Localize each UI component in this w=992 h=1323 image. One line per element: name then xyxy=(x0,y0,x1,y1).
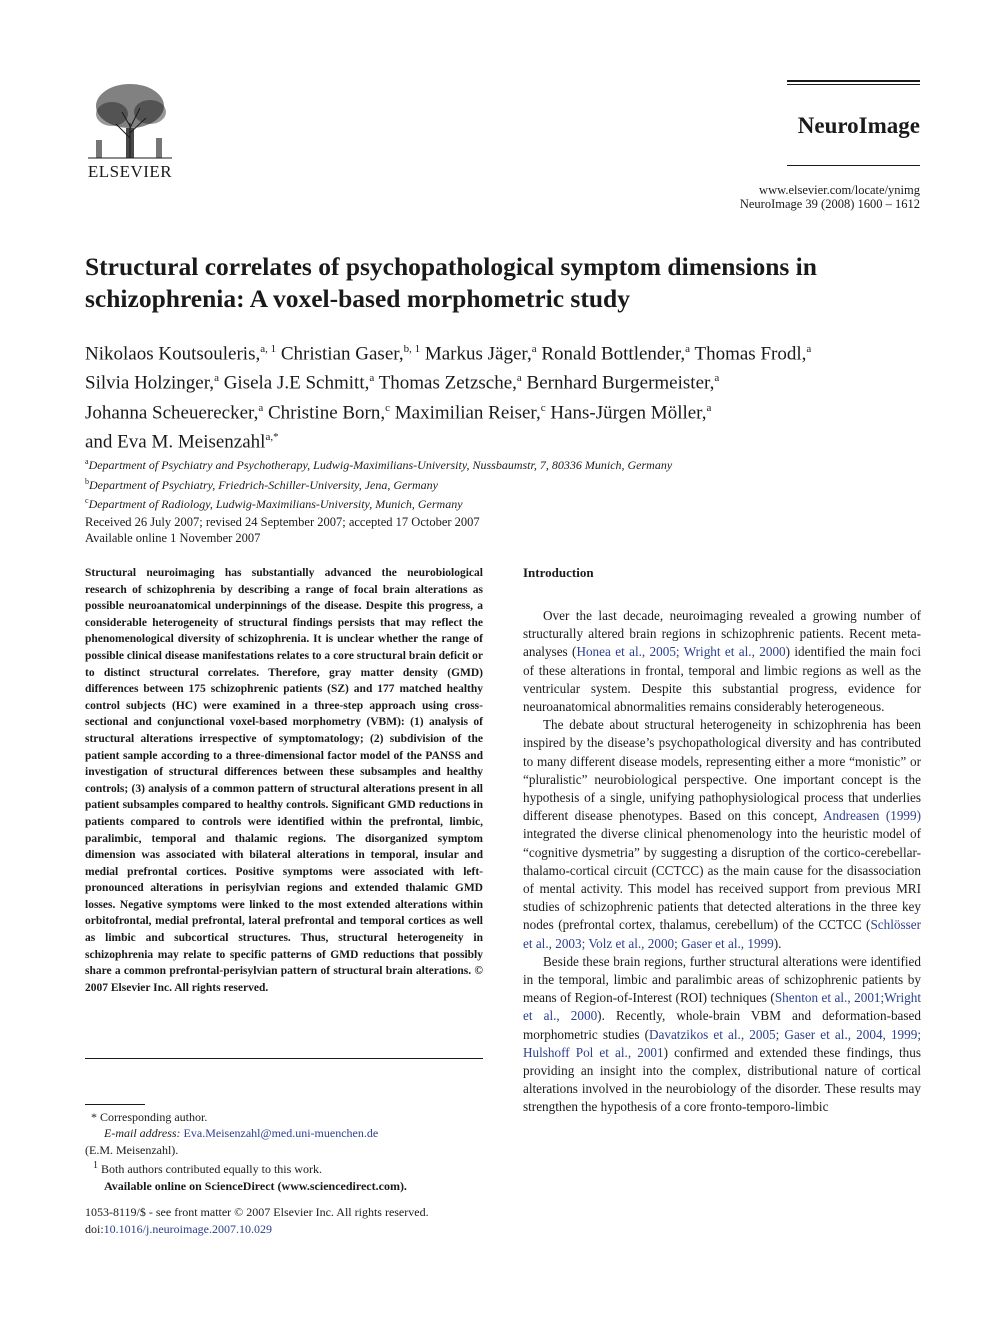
doi-label: doi: xyxy=(85,1221,104,1236)
introduction-body xyxy=(523,607,921,1117)
affiliation xyxy=(85,454,905,474)
issn-line: 1053-8119/$ - see front matter © 2007 Elsevier Inc. All rights reserved. xyxy=(85,1205,429,1219)
author-affiliation-mark: b, 1 xyxy=(403,343,421,355)
author: Johanna Scheuerecker, xyxy=(85,401,259,423)
affiliation-text: Department of Psychiatry and Psychotherapy, Ludwig-Maximilians-University, Nussbaumstr, 7, 80336 Munich, Germany xyxy=(88,458,673,472)
affiliation-mark: c xyxy=(85,496,89,505)
ref-shenton-wright[interactable]: Shenton et al., 2001;Wright et al., 2000 xyxy=(523,990,921,1024)
journal-citation: NeuroImage 39 (2008) 1600 – 1612 xyxy=(739,197,920,211)
publisher-name: ELSEVIER xyxy=(87,162,173,181)
journal-name: NeuroImage xyxy=(797,113,920,138)
corresponding-mark: * xyxy=(91,1110,97,1124)
affiliation-text: Department of Psychiatry, Friedrich-Schiller-University, Jena, Germany xyxy=(89,477,439,492)
author: Nikolaos Koutsouleris, xyxy=(85,343,261,365)
ref-schlosser-volz-gaser[interactable]: Schlösser et al., 2003; Volz et al., 2000; Gaser et al., 1999 xyxy=(523,917,921,951)
author: Bernhard Burgermeister, xyxy=(526,372,715,394)
author-affiliation-mark: a xyxy=(706,401,712,414)
doi-link[interactable]: 10.1016/j.neuroimage.2007.10.029 xyxy=(103,1221,272,1236)
author-affiliation-mark: a,* xyxy=(265,430,279,443)
author-affiliation-mark: a xyxy=(685,343,691,355)
author: Christian Gaser, xyxy=(280,343,404,365)
author-list xyxy=(85,337,935,454)
author: Thomas Frodl, xyxy=(694,343,807,365)
elsevier-logo xyxy=(82,78,178,182)
journal-rule xyxy=(787,165,920,166)
intro-paragraph-3: Beside these brain regions, further structural alterations were identified in the temporal, limbic and paralimbic areas of schizophrenic patients by means of Region-of-Interest (ROI) techniques (Shenton et al., 2001;Wright et al., 2000). Recently, whole-brain VBM and deformation-based morphometric studies (Davatzikos et al., 2005; Gaser et al., 2004, 1999; Hulshoff Pol et al., 2001) confirmed and extended these findings, thus providing an insight into the complex, distributional nature of cortical alterations involved in the neurobiology of the disorder. These results may strengthen the hypothesis of a core fronto-temporo-limbic xyxy=(523,953,921,1115)
intro-paragraph-1: Over the last decade, neuroimaging revealed a growing number of structurally altered brain regions in schizophrenic patients. Recent meta-analyses (Honea et al., 2005; Wright et al., 2000) identified the main foci of these alterations in frontal, temporal and limbic regions as well as the ventricular system. Despite this substantial progress, evidence for neuroanatomical abnormalities remains considerably heterogeneous. xyxy=(523,608,921,715)
abstract-text: Structural neuroimaging has substantially advanced the neurobiological research of schizophrenia by describing a range of focal brain alterations as possible neuroanatomical underpinnings of the disease. Despite this progress, a considerable heterogeneity of structural findings persists that may reflect the phenomenological diversity of schizophrenia. It is unclear whether the range of possible clinical disease manifestations relates to a core structural brain deficit or to distinct structural correlates. Therefore, gray matter density (GMD) differences between 175 schizophrenic patients (SZ) and 177 matched healthy control subjects (HC) were examined in a three-step approach using cross-sectional and conjunctional voxel-based morphometry (VBM): (1) analysis of structural alterations irrespective of symptomatology; (2) subdivision of the patient sample according to a three-dimensional factor model of the PANSS and investigation of structural differences between these subsamples and healthy controls; (3) analysis of a common pattern of structural alterations present in all patient subsamples compared to healthy controls. Significant GMD reductions in patients compared to controls were identified within the prefrontal, limbic, paralimbic, temporal and thalamic regions. The disorganized symptom dimension was associated with bilateral alterations in temporal, insular and medial prefrontal cortices. Positive symptoms were associated with left-pronounced alterations in perisylvian regions and extended thalamic GMD losses. Negative symptoms were linked to the most extended alterations within orbitofrontal, medial prefrontal, lateral prefrontal and temporal cortices as well as limbic and subcortical structures. Thus, structural heterogeneity in schizophrenia may relate to specific patterns of GMD reductions that possibly share a common prefrontal-perisylvian pattern of structural brain alterations. xyxy=(85,567,483,978)
equal-contribution-text: Both authors contributed equally to this work. xyxy=(101,1162,322,1177)
header-rule xyxy=(787,80,920,82)
front-matter-footer xyxy=(85,1204,505,1237)
affiliation-mark: b xyxy=(85,476,89,486)
introduction-heading: Introduction xyxy=(523,565,594,580)
elsevier-tree-icon xyxy=(82,78,178,162)
email-owner: (E.M. Meisenzahl). xyxy=(85,1142,179,1157)
affiliations xyxy=(85,454,905,513)
author: Markus Jäger, xyxy=(424,343,532,365)
author-affiliation-mark: a, 1 xyxy=(260,343,277,355)
author: Ronald Bottlender, xyxy=(541,343,686,365)
sciencedirect-note: Available online on ScienceDirect (www.sciencedirect.com). xyxy=(104,1178,407,1193)
author: Christine Born, xyxy=(267,401,386,423)
author: and Eva M. Meisenzahl xyxy=(85,431,266,453)
author-affiliation-mark: a xyxy=(214,372,219,385)
abstract-copyright: © 2007 Elsevier Inc. All rights reserved. xyxy=(85,965,484,994)
author-affiliation-mark: a xyxy=(258,401,264,414)
author: Gisela J.E Schmitt, xyxy=(223,372,370,394)
author-affiliation-mark: a xyxy=(369,372,375,385)
author-affiliation-mark: a xyxy=(806,343,812,355)
journal-url[interactable]: www.elsevier.com/locate/ynimg xyxy=(759,183,920,197)
abstract xyxy=(85,565,483,996)
available-online-date: Available online 1 November 2007 xyxy=(85,531,261,545)
author: Hans-Jürgen Möller, xyxy=(550,401,707,423)
article-dates xyxy=(85,514,685,546)
author-affiliation-mark: a xyxy=(516,372,522,385)
ref-davatzikos-gaser-hulshoff[interactable]: Davatzikos et al., 2005; Gaser et al., 2004, 1999; Hulshoff Pol et al., 2001 xyxy=(523,1026,921,1060)
author-affiliation-mark: c xyxy=(385,401,391,414)
received-dates: Received 26 July 2007; revised 24 September 2007; accepted 17 October 2007 xyxy=(85,515,480,529)
corresponding-label: Corresponding author. xyxy=(100,1110,208,1124)
author-affiliation-mark: c xyxy=(540,401,546,414)
ref-andreasen[interactable]: Andreasen (1999) xyxy=(822,808,921,824)
affiliation-mark: a xyxy=(85,457,89,466)
email-link[interactable]: Eva.Meisenzahl@med.uni-muenchen.de xyxy=(183,1126,379,1141)
intro-paragraph-2: The debate about structural heterogeneity in schizophrenia has been inspired by the disease’s psychopathological diversity and has contributed to many different disease models, representing either a more “monistic” or “pluralistic” neurobiological perspective. One important concept is the hypothesis of a single, unifying pathophysiological process that underlies different disease phenotypes. Based on this concept, Andreasen (1999) integrated the diverse clinical phenomenology into the heuristic model of “cognitive dysmetria” by suggesting a disruption of the cortico-cerebellar-thalamo-cortical circuit (CCTCC) as the main cause for the disassociation of mental activity. This model has received support from previous MRI studies of schizophrenic patients that detected alterations in the three key nodes (prefrontal cortex, thalamus, cerebellum) of the CCTCC (Schlösser et al., 2003; Volz et al., 2000; Gaser et al., 1999). xyxy=(523,717,921,951)
affiliation xyxy=(85,474,905,494)
ref-honea-wright[interactable]: Honea et al., 2005; Wright et al., 2000 xyxy=(576,644,786,660)
article-title: Structural correlates of psychopathological symptom dimensions in schizophrenia: A voxel-based morphometric study xyxy=(85,252,817,313)
equal-contribution-mark: 1 xyxy=(93,1160,98,1172)
footnote-rule xyxy=(85,1104,145,1105)
header-rule-thin xyxy=(787,84,920,85)
author-affiliation-mark: a xyxy=(531,343,537,355)
author: Thomas Zetzsche, xyxy=(378,372,517,394)
affiliation-text: Department of Radiology, Ludwig-Maximilians-University, Munich, Germany xyxy=(88,497,463,511)
author: Maximilian Reiser, xyxy=(394,401,541,423)
author: Silvia Holzinger, xyxy=(85,372,215,394)
footnotes xyxy=(85,1109,485,1194)
affiliation xyxy=(85,493,905,513)
author-affiliation-mark: a xyxy=(714,372,720,385)
email-label: E-mail address: xyxy=(104,1126,181,1141)
abstract-rule xyxy=(85,1058,483,1059)
